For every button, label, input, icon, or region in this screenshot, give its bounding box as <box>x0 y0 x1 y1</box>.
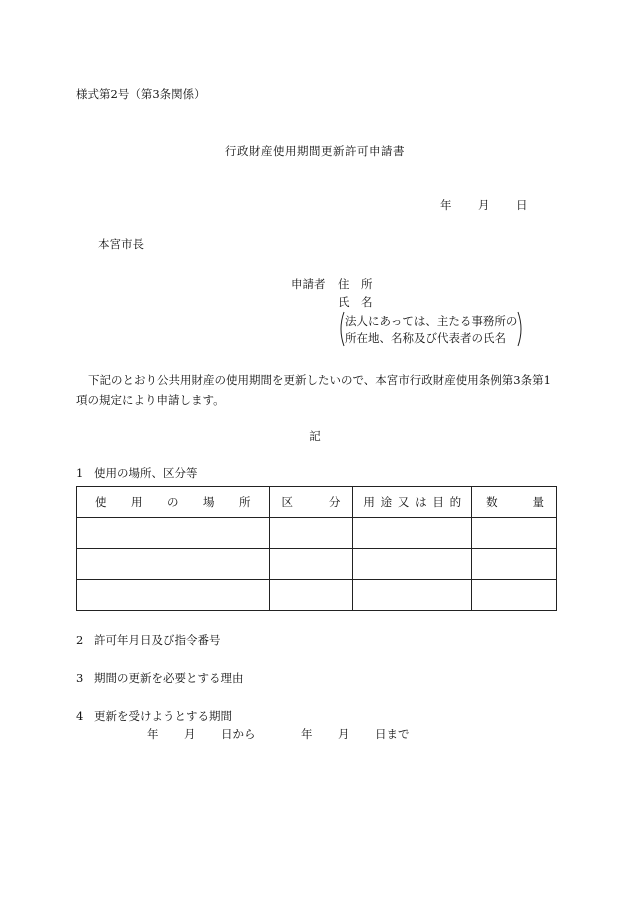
header-char: 数 <box>486 495 498 509</box>
period-to-month: 月 <box>338 727 350 741</box>
table-row <box>77 549 557 580</box>
table-row <box>77 580 557 611</box>
table-row <box>77 518 557 549</box>
header-char: は <box>415 495 427 509</box>
table-cell[interactable] <box>269 518 353 549</box>
table-cell[interactable] <box>269 549 353 580</box>
section-1-number: 1 <box>76 466 84 480</box>
section-4-label: 更新を受けようとする期間 <box>94 709 232 723</box>
date-day: 日 <box>516 198 528 212</box>
header-category <box>269 487 353 518</box>
header-char: 所 <box>239 495 251 509</box>
form-number: 様式第2号（第3条関係） <box>76 87 206 101</box>
section-1 <box>76 465 198 481</box>
header-char: 場 <box>203 495 215 509</box>
corporate-note <box>337 311 525 347</box>
section-2-number: 2 <box>76 633 84 647</box>
header-char: 途 <box>380 495 393 509</box>
usage-table <box>76 486 557 611</box>
document-title: 行政財産使用期間更新許可申請書 <box>225 144 405 158</box>
period-from-year: 年 <box>147 727 159 741</box>
table-cell[interactable] <box>472 518 557 549</box>
table-cell[interactable] <box>353 549 472 580</box>
table-cell[interactable] <box>77 580 270 611</box>
header-char: 的 <box>449 495 462 509</box>
header-char: の <box>167 495 179 509</box>
period-to-year: 年 <box>301 727 313 741</box>
body-text: 下記のとおり公共用財産の使用期間を更新したいので、本宮市行政財産使用条例第3条第1項の規定により申請します。 <box>76 373 551 407</box>
period-to-day: 日まで <box>375 727 410 741</box>
corporate-note-line2: 所在地、名称及び代表者の氏名 <box>345 331 506 345</box>
date-month: 月 <box>478 198 490 212</box>
date-line <box>440 197 528 213</box>
header-purpose <box>353 487 472 518</box>
addressee: 本宮市長 <box>98 237 144 251</box>
table-cell[interactable] <box>269 580 353 611</box>
applicant-address-label: 住 所 <box>338 277 373 291</box>
header-char: 目 <box>432 495 444 509</box>
header-char: 使 <box>95 495 107 509</box>
table-cell[interactable] <box>472 580 557 611</box>
section-2-label: 許可年月日及び指令番号 <box>94 633 221 647</box>
table-cell[interactable] <box>472 549 557 580</box>
table-cell[interactable] <box>77 518 270 549</box>
header-char: 分 <box>328 495 341 509</box>
date-year: 年 <box>440 198 452 212</box>
table-cell[interactable] <box>353 518 472 549</box>
section-3-label: 期間の更新を必要とする理由 <box>94 671 244 685</box>
table-cell[interactable] <box>77 549 270 580</box>
corporate-note-line1: 法人にあっては、主たる事務所の <box>345 314 518 328</box>
applicant-name-label: 氏 名 <box>338 295 373 309</box>
header-location <box>77 487 270 518</box>
period-line <box>147 726 410 742</box>
period-from-month: 月 <box>184 727 196 741</box>
section-3 <box>76 670 244 686</box>
header-char: 区 <box>281 495 293 509</box>
section-4-number: 4 <box>76 709 84 723</box>
period-from-day: 日から <box>221 727 256 741</box>
table-cell[interactable] <box>353 580 472 611</box>
applicant-label: 申請者 <box>291 277 326 291</box>
section-1-label: 使用の場所、区分等 <box>94 466 198 480</box>
ki-heading: 記 <box>309 429 321 443</box>
header-char: 用 <box>363 495 375 509</box>
header-quantity <box>472 487 557 518</box>
section-4 <box>76 708 232 724</box>
header-char: 量 <box>532 495 544 509</box>
table-header-row <box>77 487 557 518</box>
header-char: 又 <box>397 495 410 509</box>
section-3-number: 3 <box>76 671 84 685</box>
header-char: 用 <box>131 495 143 509</box>
section-2 <box>76 632 221 648</box>
